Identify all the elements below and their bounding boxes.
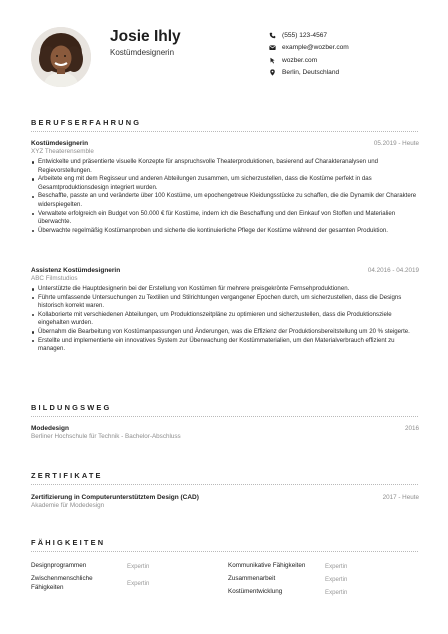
- job-bullet: Arbeitete eng mit dem Regisseur und anderen Abteilungen zusammen, um sicherzustellen, dass die Kostüme perfekt in das Gesamtproduktionsdesign integriert wurden.: [31, 175, 419, 192]
- skill-level: Expertin: [325, 576, 348, 583]
- skill-name: Designprogrammen: [31, 562, 87, 569]
- contact-location-text: Berlin, Deutschland: [282, 69, 340, 77]
- candidate-name: Josie Ihly: [110, 28, 181, 45]
- location-pin-icon: [268, 69, 276, 77]
- education-year: 2016: [404, 425, 419, 432]
- skill-level: Expertin: [325, 589, 348, 596]
- skills-section-title: FÄHIGKEITEN: [31, 538, 106, 547]
- certificate-entry: [31, 494, 419, 509]
- contact-website: [268, 54, 349, 67]
- contact-email: [268, 42, 349, 55]
- candidate-job-title: Kostümdesignerin: [110, 48, 175, 57]
- skills-divider: [31, 551, 418, 552]
- job-title: Kostümdesignerin: [31, 140, 89, 147]
- job-bullet: Erstellte und implementierte ein innovatives System zur Überwachung der Kostümmaterialien, um den Materialverbrauch effizient zu managen.: [31, 337, 419, 354]
- skill-name: Kostümentwicklung: [228, 588, 283, 595]
- skill-level: Expertin: [325, 563, 348, 570]
- contact-phone: [268, 29, 349, 42]
- education-section-title: BILDUNGSWEG: [31, 403, 112, 412]
- contact-list: [268, 29, 349, 79]
- certificates-section-title: ZERTIFIKATE: [31, 471, 103, 480]
- job-bullets: [31, 285, 419, 354]
- job-title: Assistenz Kostümdesignerin: [31, 267, 121, 274]
- job-bullet: Entwickelte und präsentierte visuelle Konzepte für anspruchsvolle Theaterproduktionen, basierend auf Charakteranalysen und Regievorstellungen.: [31, 158, 419, 175]
- education-divider: [31, 416, 418, 417]
- job-bullet: Überwachte regelmäßig Kostümanproben und sicherte die kontinuierliche Pflege der Kostüme während der gesamten Produktion.: [31, 227, 419, 236]
- skill-level: Expertin: [127, 563, 150, 570]
- certificate-issuer: Akademie für Modedesign: [31, 502, 105, 509]
- education-degree: Modedesign: [31, 425, 69, 432]
- certificate-dates: 2017 - Heute: [382, 494, 419, 501]
- education-school: Berliner Hochschule für Technik - Bachelor-Abschluss: [31, 433, 181, 440]
- education-entry: [31, 425, 419, 440]
- skill-name: Kommunikative Fähigkeiten: [228, 562, 306, 569]
- link-icon: [268, 56, 276, 64]
- phone-icon: [268, 31, 276, 39]
- experience-section-title: BERUFSERFAHRUNG: [31, 118, 142, 127]
- contact-website-text: wozber.com: [282, 56, 318, 64]
- job-bullet: Kollaborierte mit verschiedenen Abteilungen, um Produktionszeitpläne zu optimieren und sicherzustellen, dass die Produktionsziele eingehalten wurden.: [31, 311, 419, 328]
- job-bullets: [31, 158, 419, 235]
- job-bullet: Verwaltete erfolgreich ein Budget von 50.000 € für Kostüme, indem ich die Beschaffung und den Einkauf von Stoffen und Materialien überwachte.: [31, 210, 419, 227]
- experience-entry: [31, 267, 419, 354]
- job-bullet: Übernahm die Bearbeitung von Kostümanpassungen und Änderungen, was die Effizienz der Produktionsbereitstellung um 20 % steigerte.: [31, 328, 419, 337]
- contact-phone-text: (555) 123-4567: [282, 31, 328, 39]
- job-bullet: Beschaffte, passte an und veränderte über 100 Kostüme, um epochengetreue Kleidungsstücke zu schaffen, die die Dynamik der Charaktere widerspiegelten.: [31, 192, 419, 209]
- envelope-icon: [268, 44, 276, 52]
- skill-level: Expertin: [127, 580, 150, 587]
- contact-email-text: example@wozber.com: [282, 44, 349, 52]
- job-dates: 04.2016 - 04.2019: [367, 267, 419, 274]
- job-bullet: Führte umfassende Untersuchungen zu Textilien und Stilrichtungen vergangener Epochen durch, um sicherzustellen, dass die Designs historisch korrekt waren.: [31, 294, 419, 311]
- job-company: ABC Filmstudios: [31, 275, 78, 282]
- job-dates: 05.2019 - Heute: [373, 140, 419, 147]
- job-bullet: Unterstützte die Hauptdesignerin bei der Erstellung von Kostümen für mehrere preisgekrönte Fernsehproduktionen.: [31, 285, 419, 294]
- certificate-name: Zertifizierung in Computerunterstütztem Design (CAD): [31, 494, 199, 501]
- skill-name: Zwischenmenschliche Fähigkeiten: [31, 575, 93, 591]
- profile-photo: [31, 27, 91, 87]
- experience-divider: [31, 131, 418, 132]
- contact-location: [268, 67, 349, 80]
- certificates-divider: [31, 484, 418, 485]
- job-company: XYZ Theaterensemble: [31, 148, 94, 155]
- skill-name: Zusammenarbeit: [228, 575, 276, 582]
- experience-entry: [31, 140, 419, 235]
